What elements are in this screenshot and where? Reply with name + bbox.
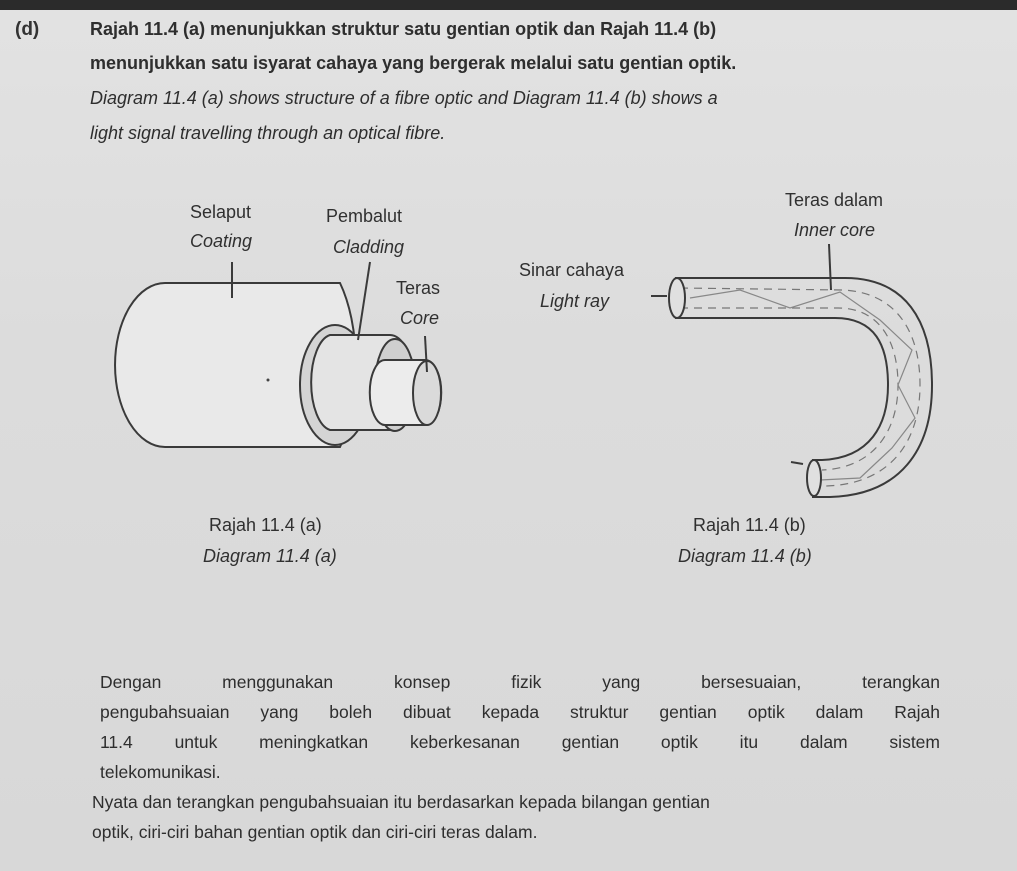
fibre-outer-wall: [675, 278, 932, 497]
intro-english-line-2: light signal travelling through an optical fibre.: [90, 123, 446, 143]
task-line-1: Dengan menggunakan konsep fizik yang bersesuaian, terangkan: [100, 672, 940, 692]
label-core-english: Core: [400, 308, 440, 328]
label-cladding-english: Cladding: [333, 237, 405, 257]
fibre-exit-face: [807, 460, 821, 496]
caption-a-malay: Rajah 11.4 (a): [209, 515, 322, 535]
task-line-5: Nyata dan terangkan pengubahsuaian itu berdasarkan kepada bilangan gentian: [92, 792, 710, 812]
label-core-malay: Teras: [396, 278, 441, 298]
inner-core-leader: [829, 244, 831, 290]
intro-malay-line-1: Rajah 11.4 (a) menunjukkan struktur satu gentian optik dan Rajah 11.4 (b): [90, 19, 717, 39]
caption-b-malay: Rajah 11.4 (b): [693, 515, 806, 535]
label-coating-malay: Selaput: [190, 202, 252, 222]
caption-b-english: Diagram 11.4 (b): [678, 546, 812, 566]
task-line-2: pengubahsuaian yang boleh dibuat kepada struktur gentian optik dalam Rajah: [100, 702, 940, 722]
label-inner-core-malay: Teras dalam: [785, 190, 884, 210]
task-line-3: 11.4 untuk meningkatkan keberkesanan gentian optik itu dalam sistem: [100, 732, 940, 752]
question-number: (d): [15, 19, 40, 40]
label-coating-english: Coating: [190, 231, 253, 251]
intro-english-line-1: Diagram 11.4 (a) shows structure of a fibre optic and Diagram 11.4 (b) shows a: [90, 88, 718, 108]
label-light-ray-english: Light ray: [540, 291, 610, 311]
caption-a-english: Diagram 11.4 (a): [203, 546, 337, 566]
label-cladding-malay: Pembalut: [326, 206, 403, 226]
intro-malay-line-2: menunjukkan satu isyarat cahaya yang bergerak melalui satu gentian optik.: [90, 53, 737, 73]
label-inner-core-english: Inner core: [794, 220, 876, 240]
fibre-entry-face: [669, 278, 685, 318]
fibre-inner-wall: [675, 318, 888, 460]
label-light-ray-malay: Sinar cahaya: [519, 260, 625, 280]
task-line-6: optik, ciri-ciri bahan gentian optik dan ciri-ciri teras dalam.: [92, 822, 538, 842]
task-line-4: telekomunikasi.: [100, 762, 221, 782]
